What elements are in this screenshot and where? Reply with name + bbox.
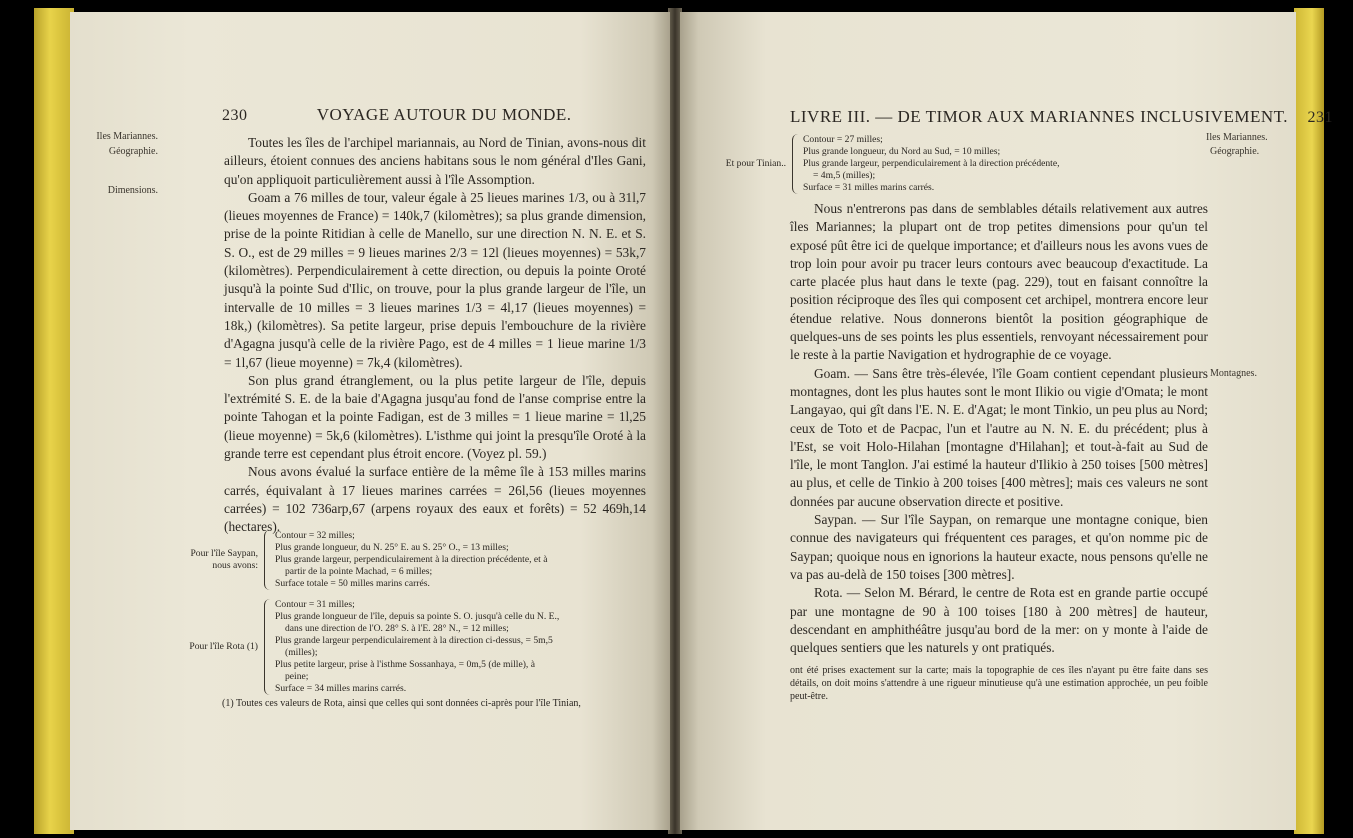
paragraph: Nous avons évalué la surface entière de la même île à 153 milles marins carrés, équivalant à 17 lieues marines carrées = 26l,56 (lieues moyennes carrées) = 102 736arp,67 (arpens royaux des eaux et forêts) = 52 469h,14 (hectares).: [224, 464, 646, 535]
table-item: partir de la pointe Machad, = 6 milles;: [285, 566, 433, 577]
paragraph: Goam. — Sans être très-élevée, l'île Goam contient cependant plusieurs montagnes, dont les plus hautes sont le mont Ilikio ou vigie d'Omata; le mont Langayao, qui gît dans l'E. N. E. d'Agat; le mont Tinkio, un peu plus au Nord; ceux de Toto et de Pacpac, l'un et l'autre au N. N. E. du précédent; plus à l'Est, se voit Holo-Hilahan [montagne d'Hilahan]; et tout-à-fait au Sud de l'île, le mont Tanglon. J'ai estimé la hauteur d'Ilikio à 250 toises [500 mètres] au plus, et celle de Tinkio à 200 toises [400 mètres]; mais ces valeurs ne sont données par aucune observation directe et positive.: [790, 365, 1208, 509]
left-body-text: [224, 134, 646, 537]
open-book: [34, 8, 1333, 834]
right-body-text: [790, 200, 1208, 657]
table-item: Contour = 27 milles;: [803, 134, 883, 145]
left-page: [70, 12, 670, 830]
table-item: Surface totale = 50 milles marins carrés.: [275, 578, 430, 589]
saypan-table-label: Pour l'île Saypan, nous avons:: [190, 548, 258, 571]
table-item: Plus grande largeur perpendiculairement à la direction ci-dessus, = 5m,5: [275, 635, 553, 646]
margin-note-dimensions: Dimensions.: [107, 185, 158, 196]
left-head-title: VOYAGE AUTOUR DU MONDE.: [316, 105, 572, 124]
paragraph: Saypan. — Sur l'île Saypan, on remarque une montagne conique, bien connue des navigateurs qui fréquentent ces parages, et qu'on nomme pic de Saypan; quoique nous en ignorions la hauteur exacte, nous pensons qu'elle ne va pas au-delà de 150 toises [300 mètres].: [790, 512, 1208, 582]
table-item: Plus grande largeur, perpendiculairement à la direction précédente, et à: [275, 554, 548, 565]
paragraph: Toutes les îles de l'archipel mariannais, au Nord de Tinian, avons-nous dit ailleurs, étoient connues des anciens habitans sous le nom général d'Iles Gani, qu'on appliquoit particulièrement aussi à l'île Assomption.: [224, 135, 646, 187]
table-item: Plus grande longueur de l'île, depuis sa pointe S. O. jusqu'à celle du N. E.,: [275, 611, 560, 622]
table-item: Plus grande largeur, perpendiculairement à la direction précédente,: [803, 158, 1060, 169]
brace: [792, 134, 799, 194]
brace: [264, 530, 271, 590]
right-page-number: 231: [1307, 109, 1333, 126]
paragraph: Son plus grand étranglement, ou la plus petite largeur de l'île, depuis l'extrémité S. E. de la baie d'Agagna jusqu'au fond de l'anse comprise entre la pointe Tahogan et la pointe Fadigan, est de 3 milles = 1 lieue marine = 1l,25 (lieue moyenne) = 5k,6 (kilomètres). L'isthme qui joint la presqu'île Oroté à la grande terre est cependant plus étroit encore. (Voyez pl. 59.): [224, 372, 646, 462]
table-item: Surface = 31 milles marins carrés.: [803, 182, 935, 193]
left-page-edges: [34, 8, 74, 834]
margin-note-iles: Iles Mariannes.: [1206, 132, 1268, 143]
tinian-table-label: Et pour Tinian..: [725, 158, 786, 169]
tinian-table-items: [803, 134, 1060, 194]
saypan-table-items: [275, 530, 547, 590]
table-item: (milles);: [285, 647, 318, 658]
rota-table-label: Pour l'île Rota (1): [189, 641, 258, 652]
table-item: Plus grande longueur, du Nord au Sud, = 10 milles;: [803, 146, 1001, 157]
left-footnote: (1) Toutes ces valeurs de Rota, ainsi que celles qui sont données ci-après pour l'île Tinian,: [222, 698, 581, 709]
table-item: peine;: [285, 671, 309, 682]
left-page-number: 230: [222, 107, 248, 124]
table-item: = 4m,5 (milles);: [813, 170, 876, 181]
right-page-edges: [1294, 8, 1324, 834]
table-item: Surface = 34 milles marins carrés.: [275, 683, 407, 694]
table-item: Contour = 32 milles;: [275, 530, 355, 541]
tinian-table: [698, 134, 1060, 194]
table-item: Plus grande longueur, du N. 25° E. au S. 25° O., = 13 milles;: [275, 542, 509, 553]
paragraph: Rota. — Selon M. Bérard, le centre de Rota est en grande partie occupé par une montagne de 90 à 100 toises [180 à 200 mètres] de hauteur, descendant en amphithéâtre jusqu'au bord de la mer: on y monte à l'aide de quelques sentiers que les naturels y ont pratiqués.: [790, 585, 1208, 656]
margin-note-geographie: Géographie.: [1210, 146, 1260, 157]
rota-table-items: [275, 599, 559, 695]
paragraph: Goam a 76 milles de tour, valeur égale à 25 lieues marines 1/3, ou à 31l,7 (lieues moyennes de France) = 140k,7 (kilomètres); sa plus grande dimension, prise de la pointe Ritidian à celle de Manello, sur une direction N. N. E. et S. S. O., est de 29 milles = 9 lieues marines 2/3 = 12l (lieues moyennes) = 53k,7 (kilomètres). Perpendiculairement à cette direction, ou depuis la pointe Oroté jusqu'à la pointe Sud d'Ilic, on trouve, pour la plus grande largeur de l'île, un intervalle de 10 milles = 3 lieues marines 1/3 = 4l,17 (lieues moyennes) = 18k,) (kilomètres). Sa petite largeur, prise depuis l'embouchure de la rivière d'Agagna jusqu'à celle de la rivière Pago, est de 4 milles = 1 lieue marine 1/3 = 1l,67 (lieue moyenne) = 7k,4 (kilomètres).: [224, 189, 646, 370]
margin-note-iles: Iles Mariannes.: [96, 131, 158, 142]
saypan-table: [170, 530, 547, 590]
margin-note-geographie: Géographie.: [108, 146, 158, 157]
table-item: Contour = 31 milles;: [275, 599, 355, 610]
left-running-head: [222, 105, 572, 125]
right-footnote: ont été prises exactement sur la carte; mais la topographie de ces îles n'ayant pu être faite dans ses détails, on doit moins s'attendre à une rigueur minutieuse qu'à une estimation approchée, un peu foible peut-être.: [790, 665, 1208, 702]
table-item: dans une direction de l'O. 28° S. à l'E. 28° N., = 12 milles;: [285, 623, 509, 634]
right-running-head: [790, 107, 1333, 127]
margin-note-montagnes: Montagnes.: [1210, 368, 1257, 379]
right-page: [680, 12, 1333, 830]
table-item: Plus petite largeur, prise à l'isthme Sossanhaya, = 0m,5 (de mille), à: [275, 659, 535, 670]
paragraph: Nous n'entrerons pas dans de semblables détails relativement aux autres îles Mariannes; la plupart ont de trop petites dimensions pour qu'un tel exposé pût être ici de quelque importance; et d'ailleurs nous les avons vues de trop loin pour avoir pu tracer leurs contours avec beaucoup d'exactitude. La carte placée plus haut dans le texte (pag. 229), tout en faisant connoître la position réciproque des îles qui composent cet archipel, montrera encore leur étendue relative. Nous donnerons bientôt la position géographique de quelques-uns de ses points les plus essentiels, renvoyant nécessairement pour le reste à la partie Navigation et hydrographie de ce voyage.: [790, 201, 1208, 363]
rota-table: [170, 599, 559, 695]
brace: [264, 599, 271, 695]
right-head-title: LIVRE III. — DE TIMOR AUX MARIANNES INCLUSIVEMENT.: [790, 107, 1288, 126]
